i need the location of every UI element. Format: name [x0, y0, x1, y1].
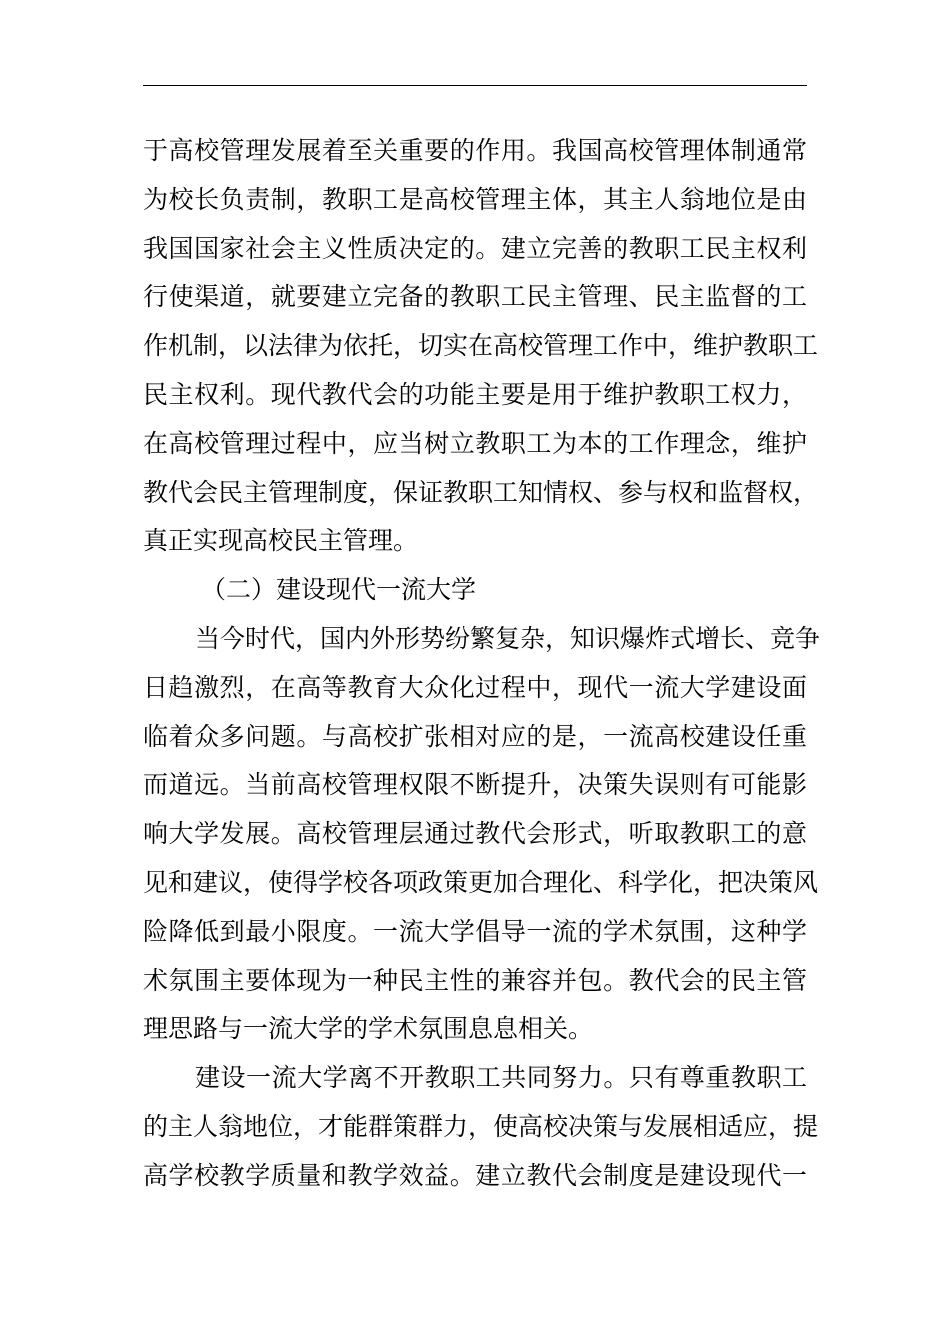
- text-line: 我国国家社会主义性质决定的。建立完善的教职工民主权利: [143, 233, 807, 263]
- header-rule: [143, 85, 807, 86]
- text-line: 当今时代，国内外形势纷繁复杂，知识爆炸式增长、竞争: [195, 623, 821, 653]
- text-line: 真正实现高校民主管理。: [143, 526, 419, 556]
- text-line: 理思路与一流大学的学术氛围息息相关。: [143, 1014, 594, 1044]
- text-line: 在高校管理过程中，应当树立教职工为本的工作理念，维护: [143, 428, 807, 458]
- text-line: 教代会民主管理制度，保证教职工知情权、参与权和监督权，: [143, 477, 819, 507]
- section-heading: （二）建设现代一流大学: [201, 575, 477, 605]
- text-line: 作机制，以法律为依托，切实在高校管理工作中，维护教职工: [143, 331, 819, 361]
- text-line: 民主权利。现代教代会的功能主要是用于维护教职工权力，: [143, 379, 807, 409]
- text-line: 的主人翁地位，才能群策群力，使高校决策与发展相适应，提: [143, 1111, 819, 1141]
- text-line: 临着众多问题。与高校扩张相对应的是，一流高校建设任重: [143, 721, 807, 751]
- text-line: 为校长负责制，教职工是高校管理主体，其主人翁地位是由: [143, 184, 807, 214]
- text-line: 建设一流大学离不开教职工共同努力。只有尊重教职工: [195, 1063, 807, 1093]
- text-line: 日趋激烈，在高等教育大众化过程中，现代一流大学建设面: [143, 672, 807, 702]
- text-line: 行使渠道，就要建立完备的教职工民主管理、民主监督的工: [143, 282, 807, 312]
- body-text: [143, 127, 821, 1201]
- text-line: 响大学发展。高校管理层通过教代会形式，听取教职工的意: [143, 819, 807, 849]
- text-line: 术氛围主要体现为一种民主性的兼容并包。教代会的民主管: [143, 965, 807, 995]
- text-line: 而道远。当前高校管理权限不断提升，决策失误则有可能影: [143, 770, 807, 800]
- text-line: 见和建议，使得学校各项政策更加合理化、科学化，把决策风: [143, 867, 819, 897]
- text-line: 险降低到最小限度。一流大学倡导一流的学术氛围，这种学: [143, 916, 807, 946]
- text-line: 高学校教学质量和教学效益。建立教代会制度是建设现代一: [143, 1160, 807, 1190]
- text-line: 于高校管理发展着至关重要的作用。我国高校管理体制通常: [143, 136, 807, 165]
